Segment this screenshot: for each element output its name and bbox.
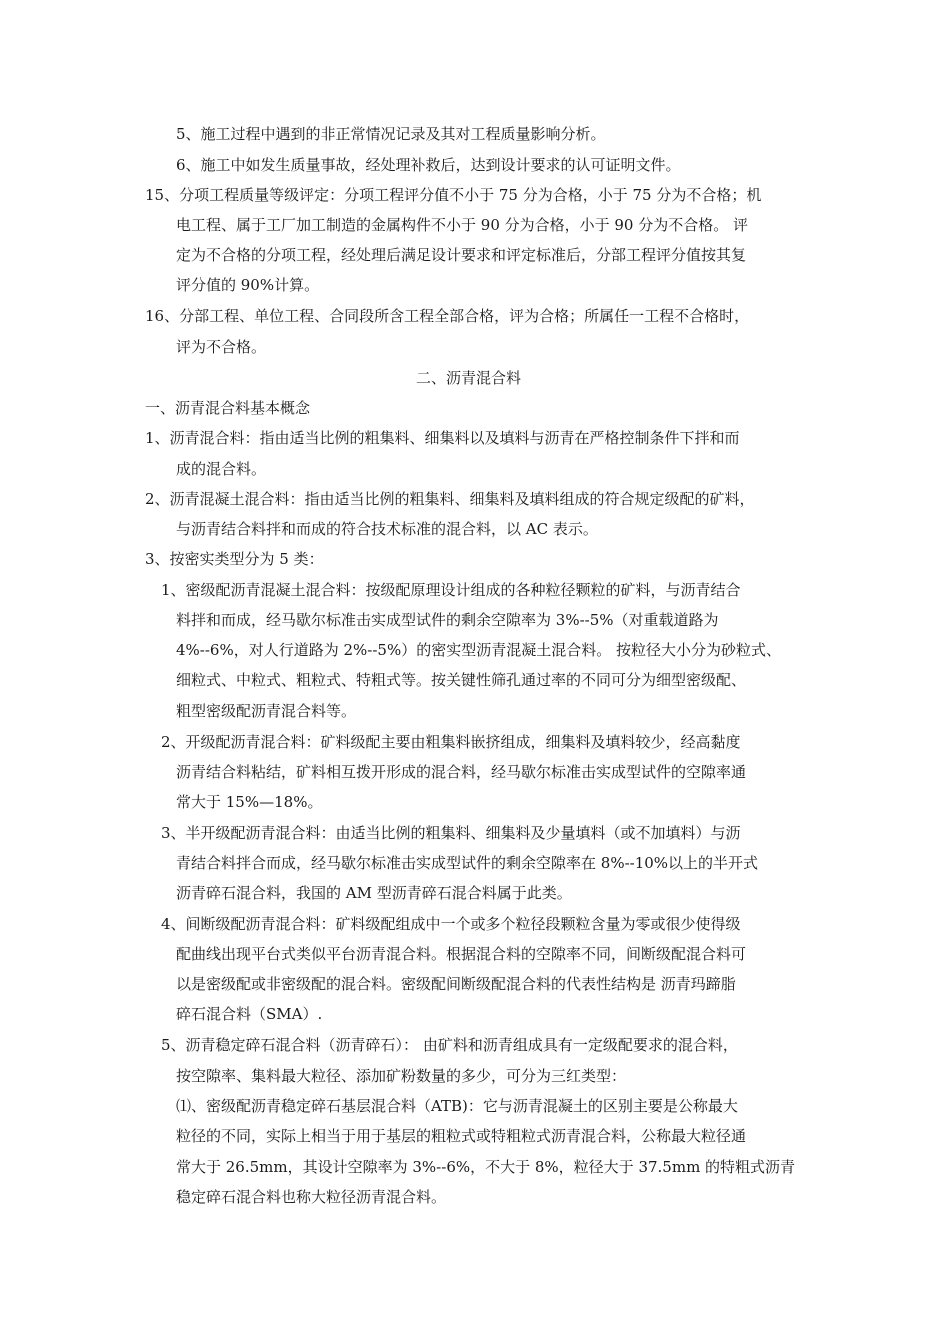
text-line: 粗型密级配沥青混合料等。	[176, 702, 357, 720]
text-line: 2、开级配沥青混合料：矿料级配主要由粗集料嵌挤组成，细集料及填料较少，经高黏度	[161, 733, 741, 751]
text-line: 4%--6%，对人行道路为 2%--5%）的密实型沥青混凝土混合料。 按粒径大小分为砂粒式、	[176, 641, 781, 659]
text-line: 成的混合料。	[176, 460, 267, 478]
text-line: 与沥青结合料拌和而成的符合技术标准的混合料，以 AC 表示。	[176, 520, 598, 538]
text-line: 3、半开级配沥青混合料：由适当比例的粗集料、细集料及少量填料（或不加填料）与沥	[161, 824, 741, 842]
text-line: 1、沥青混合料：指由适当比例的粗集料、细集料以及填料与沥青在严格控制条件下拌和而	[145, 429, 740, 447]
text-line: 粒径的不同，实际上相当于用于基层的粗粒式或特粗粒式沥青混合料，公称最大粒径通	[176, 1127, 747, 1145]
text-line: 料拌和而成，经马歇尔标准击实成型试件的剩余空隙率为 3%--5%（对重载道路为	[176, 611, 719, 629]
text-line: 按空隙率、集料最大粒径、添加矿粉数量的多少，可分为三红类型：	[176, 1067, 627, 1085]
subsection-heading: 一、沥青混合料基本概念	[145, 399, 311, 417]
text-line: 2、沥青混凝土混合料：指由适当比例的粗集料、细集料及填料组成的符合规定级配的矿料，	[145, 490, 755, 508]
text-line: 以是密级配或非密级配的混合料。密级配间断级配混合料的代表性结构是 沥青玛蹄脂	[176, 975, 736, 993]
text-line: 16、分部工程、单位工程、合同段所含工程全部合格，评为合格；所属任一工程不合格时，	[145, 307, 750, 325]
text-line: 3、按密实类型分为 5 类：	[145, 550, 324, 568]
text-line: 常大于 15%—18%。	[176, 793, 323, 811]
text-line: 稳定碎石混合料也称大粒径沥青混合料。	[176, 1188, 447, 1206]
text-line: 评为不合格。	[176, 338, 267, 356]
text-line: 青结合料拌合而成，经马歇尔标准击实成型试件的剩余空隙率在 8%--10%以上的半开式	[176, 854, 759, 872]
text-line: 常大于 26.5mm，其设计空隙率为 3%--6%，不大于 8%，粒径大于 37.5mm 的特粗式沥青	[176, 1158, 796, 1176]
text-line: 定为不合格的分项工程，经处理后满足设计要求和评定标准后，分部工程评分值按其复	[176, 246, 747, 264]
text-line: 5、施工过程中遇到的非正常情况记录及其对工程质量影响分析。	[176, 125, 606, 143]
text-line: 配曲线出现平台式类似平台沥青混合料。根据混合料的空隙率不同，间断级配混合料可	[176, 945, 747, 963]
text-line: 沥青结合料粘结，矿料相互拨开形成的混合料，经马歇尔标准击实成型试件的空隙率通	[176, 763, 747, 781]
text-line: 评分值的 90%计算。	[176, 276, 320, 294]
text-line: 4、间断级配沥青混合料：矿料级配组成中一个或多个粒径段颗粒含量为零或很少使得级	[161, 915, 741, 933]
text-line: 沥青碎石混合料，我国的 AM 型沥青碎石混合料属于此类。	[176, 884, 572, 902]
text-line: 1、密级配沥青混凝土混合料：按级配原理设计组成的各种粒径颗粒的矿料，与沥青结合	[161, 581, 741, 599]
text-line: 细粒式、中粒式、粗粒式、特粗式等。按关键性筛孔通过率的不同可分为细型密级配、	[176, 671, 747, 689]
text-line: 15、分项工程质量等级评定：分项工程评分值不小于 75 分为合格，小于 75 分为不合格；机	[145, 186, 762, 204]
text-line: ⑴、密级配沥青稳定碎石基层混合料（ATB)：它与沥青混凝土的区别主要是公称最大	[176, 1097, 738, 1115]
section-heading: 二、沥青混合料	[416, 369, 522, 387]
text-line: 6、施工中如发生质量事故，经处理补救后，达到设计要求的认可证明文件。	[176, 156, 681, 174]
text-line: 电工程、属于工厂加工制造的金属构件不小于 90 分为合格，小于 90 分为不合格。 评	[176, 216, 749, 234]
text-line: 5、沥青稳定碎石混合料（沥青碎石）： 由矿料和沥青组成具有一定级配要求的混合料，	[161, 1036, 738, 1054]
text-line: 碎石混合料（SMA）.	[176, 1005, 323, 1023]
